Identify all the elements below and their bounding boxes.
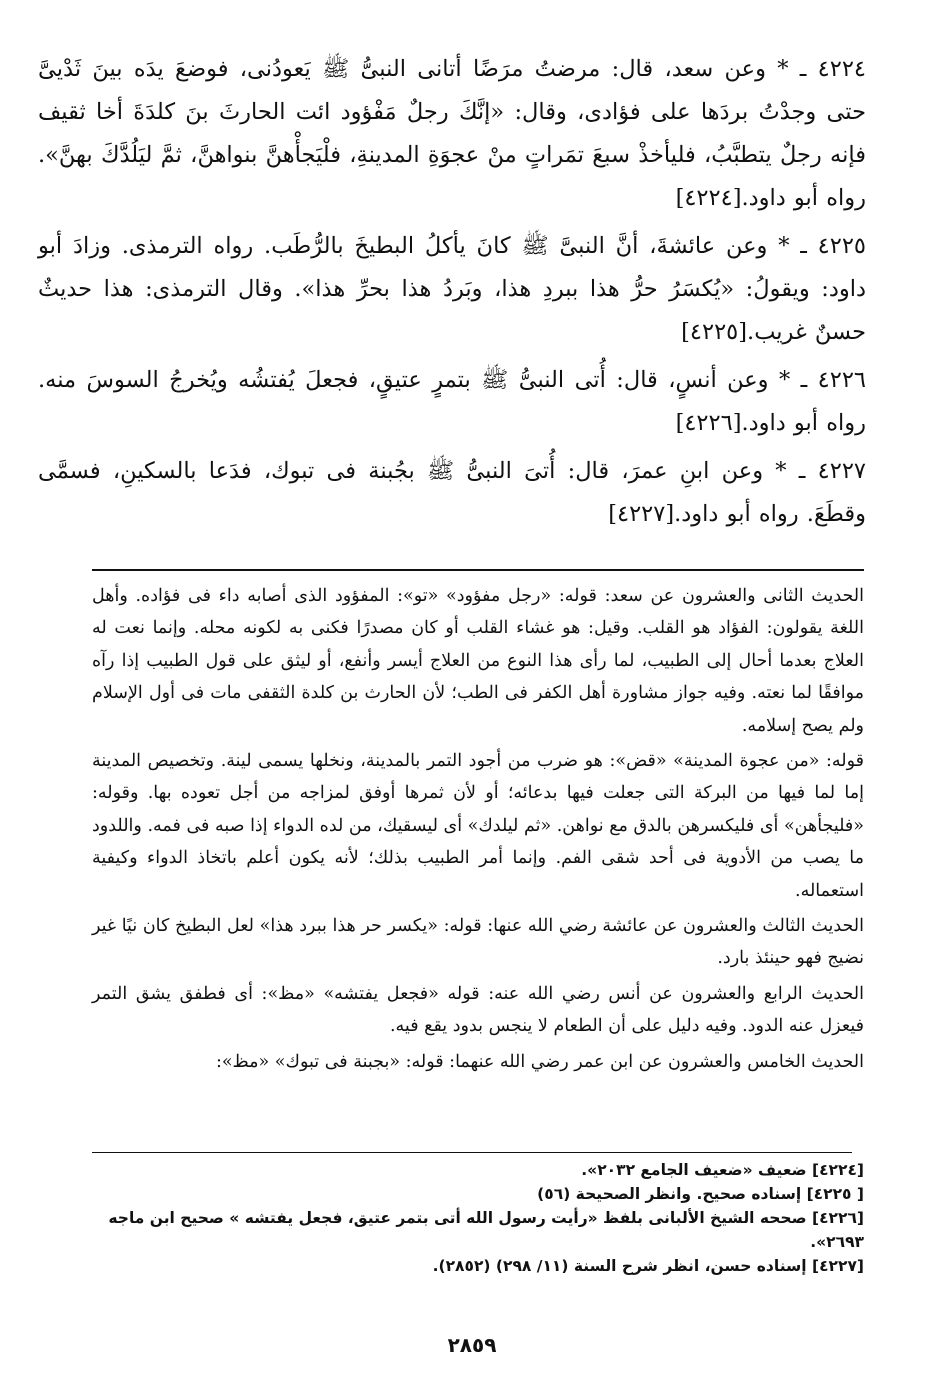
footnote-4227: [٤٢٢٧] إسناده حسن، انظر شرح السنة (١١/ ٢٩٨) (٢٨٥٢). <box>432 1257 864 1275</box>
section-divider <box>92 569 864 571</box>
footnote-divider <box>92 1152 852 1153</box>
hadith-4224: ٤٢٢٤ ـ * وعن سعد، قال: مرضتُ مرَضًا أتانى النبىُّ ﷺ يَعودُنى، فوضعَ يدَه بينَ ثَدْيىَّ حتى وجدْتُ بردَها على فؤادى، وقال: «إنَّكَ رجلٌ مَفْؤود ائت الحارثَ بنَ كلدَةَ أخا ثقيف فإنه رجلٌ يتطبَّبُ، فليأخذْ سبعَ تمَراتٍ منْ عجوَةِ المدينةِ، فلْيَجأْهنَّ بنواهنَّ، ثمَّ ليَلُدَّكَ بهنَّ». رواه أبو داود.[٤٢٢٤] <box>38 56 866 211</box>
hadith-4227: ٤٢٢٧ ـ * وعن ابنِ عمرَ، قال: أُتىَ النبىُّ ﷺ بجُبنة فى تبوك، فدَعا بالسكينِ، فسمَّى وقطَعَ. رواه أبو داود.[٤٢٢٧] <box>38 458 866 527</box>
commentary-paragraph-23: الحديث الثالث والعشرون عن عائشة رضي الله عنها: قوله: «يكسر حر هذا ببرد هذا» لعل البطيخ كان نيًا غير نضيج فهو حينئذ بارد. <box>92 916 864 969</box>
commentary-section <box>92 580 864 1081</box>
hadith-4225: ٤٢٢٥ ـ * وعن عائشةَ، أنَّ النبىَّ ﷺ كانَ يأكلُ البطيخَ بالرُّطَب. رواه الترمذى. وزادَ أبو داود: ويقولُ: «يُكسَرُ حرُّ هذا ببردِ هذا، وبَردُ هذا بحرِّ هذا». وقال الترمذى: هذا حديثٌ حسنٌ غريب.[٤٢٢٥] <box>38 233 866 345</box>
commentary-paragraph-ajwa: قوله: «من عجوة المدينة» «قض»: هو ضرب من أجود التمر بالمدينة، ونخلها يسمى لينة. وتخصيص المدينة إما لما فيها من البركة التى جعلت فيها بدعائه؛ أو لأن ثمرها أوفق لمزاجه من أجل تعوده بها. وقوله: «فليجأهن» أى فليكسرهن بالدق مع نواهن. «ثم ليلدك» أى ليسقيك، من لده الدواء إذا صبه فى فمه. واللدود ما يصب من الأدوية فى أحد شقى الفم. وإنما أمر الطبيب بذلك؛ لأنه يكون أعلم باتخاذ الدواء وكيفية استعماله. <box>92 751 864 901</box>
commentary-paragraph-22: الحديث الثانى والعشرون عن سعد: قوله: «رجل مفؤود» «تو»: المفؤود الذى أصابه داء فى فؤاده. وأهل اللغة يقولون: الفؤاد هو القلب. وقيل: هو غشاء القلب أو كان مصدرًا فكنى به لكونه محله. وإنما نعت له العلاج بعدما أحال إلى الطبيب، لما رأى هذا النوع من العلاج أيسر وأنفع، أو ليثق على قول الطبيب إذا رآه موافقًا لما نعته. وفيه جواز مشاورة أهل الكفر فى الطب؛ لأن الحارث بن كلدة الثقفى مات فى أول الإسلام ولم يصح إسلامه. <box>92 586 864 736</box>
footnotes-section <box>92 1158 864 1278</box>
footnote-4225: [ ٤٢٢٥] إسناده صحيح. وانظر الصحيحة (٥٦) <box>537 1185 864 1203</box>
commentary-paragraph-24: الحديث الرابع والعشرون عن أنس رضي الله عنه: قوله «فجعل يفتشه» «مظ»: أى فطفق يشق التمر فيعزل عنه الدود. وفيه دليل على أن الطعام لا ينجس بدود يقع فيه. <box>92 983 864 1037</box>
hadith-text-section <box>38 48 866 541</box>
commentary-paragraph-25: الحديث الخامس والعشرون عن ابن عمر رضي الله عنهما: قوله: «بجبنة فى تبوك» «مظ»: <box>215 1051 864 1072</box>
page-number: ٢٨٥٩ <box>447 1333 497 1357</box>
footnote-4226: [٤٢٢٦] صححه الشيخ الألبانى بلفظ «رأيت رسول الله أتى بتمر عتيق، فجعل يفتشه » صحيح ابن ماجه ٢٦٩٣». <box>108 1209 864 1251</box>
hadith-4226: ٤٢٢٦ ـ * وعن أنسٍ، قال: أُتى النبىُّ ﷺ بتمرٍ عتيقٍ، فجعلَ يُفتشُه ويُخرجُ السوسَ منه. رواه أبو داود.[٤٢٢٦] <box>38 367 866 436</box>
footnote-4224: [٤٢٢٤] ضعيف «ضعيف الجامع ٢٠٣٢». <box>581 1161 864 1179</box>
